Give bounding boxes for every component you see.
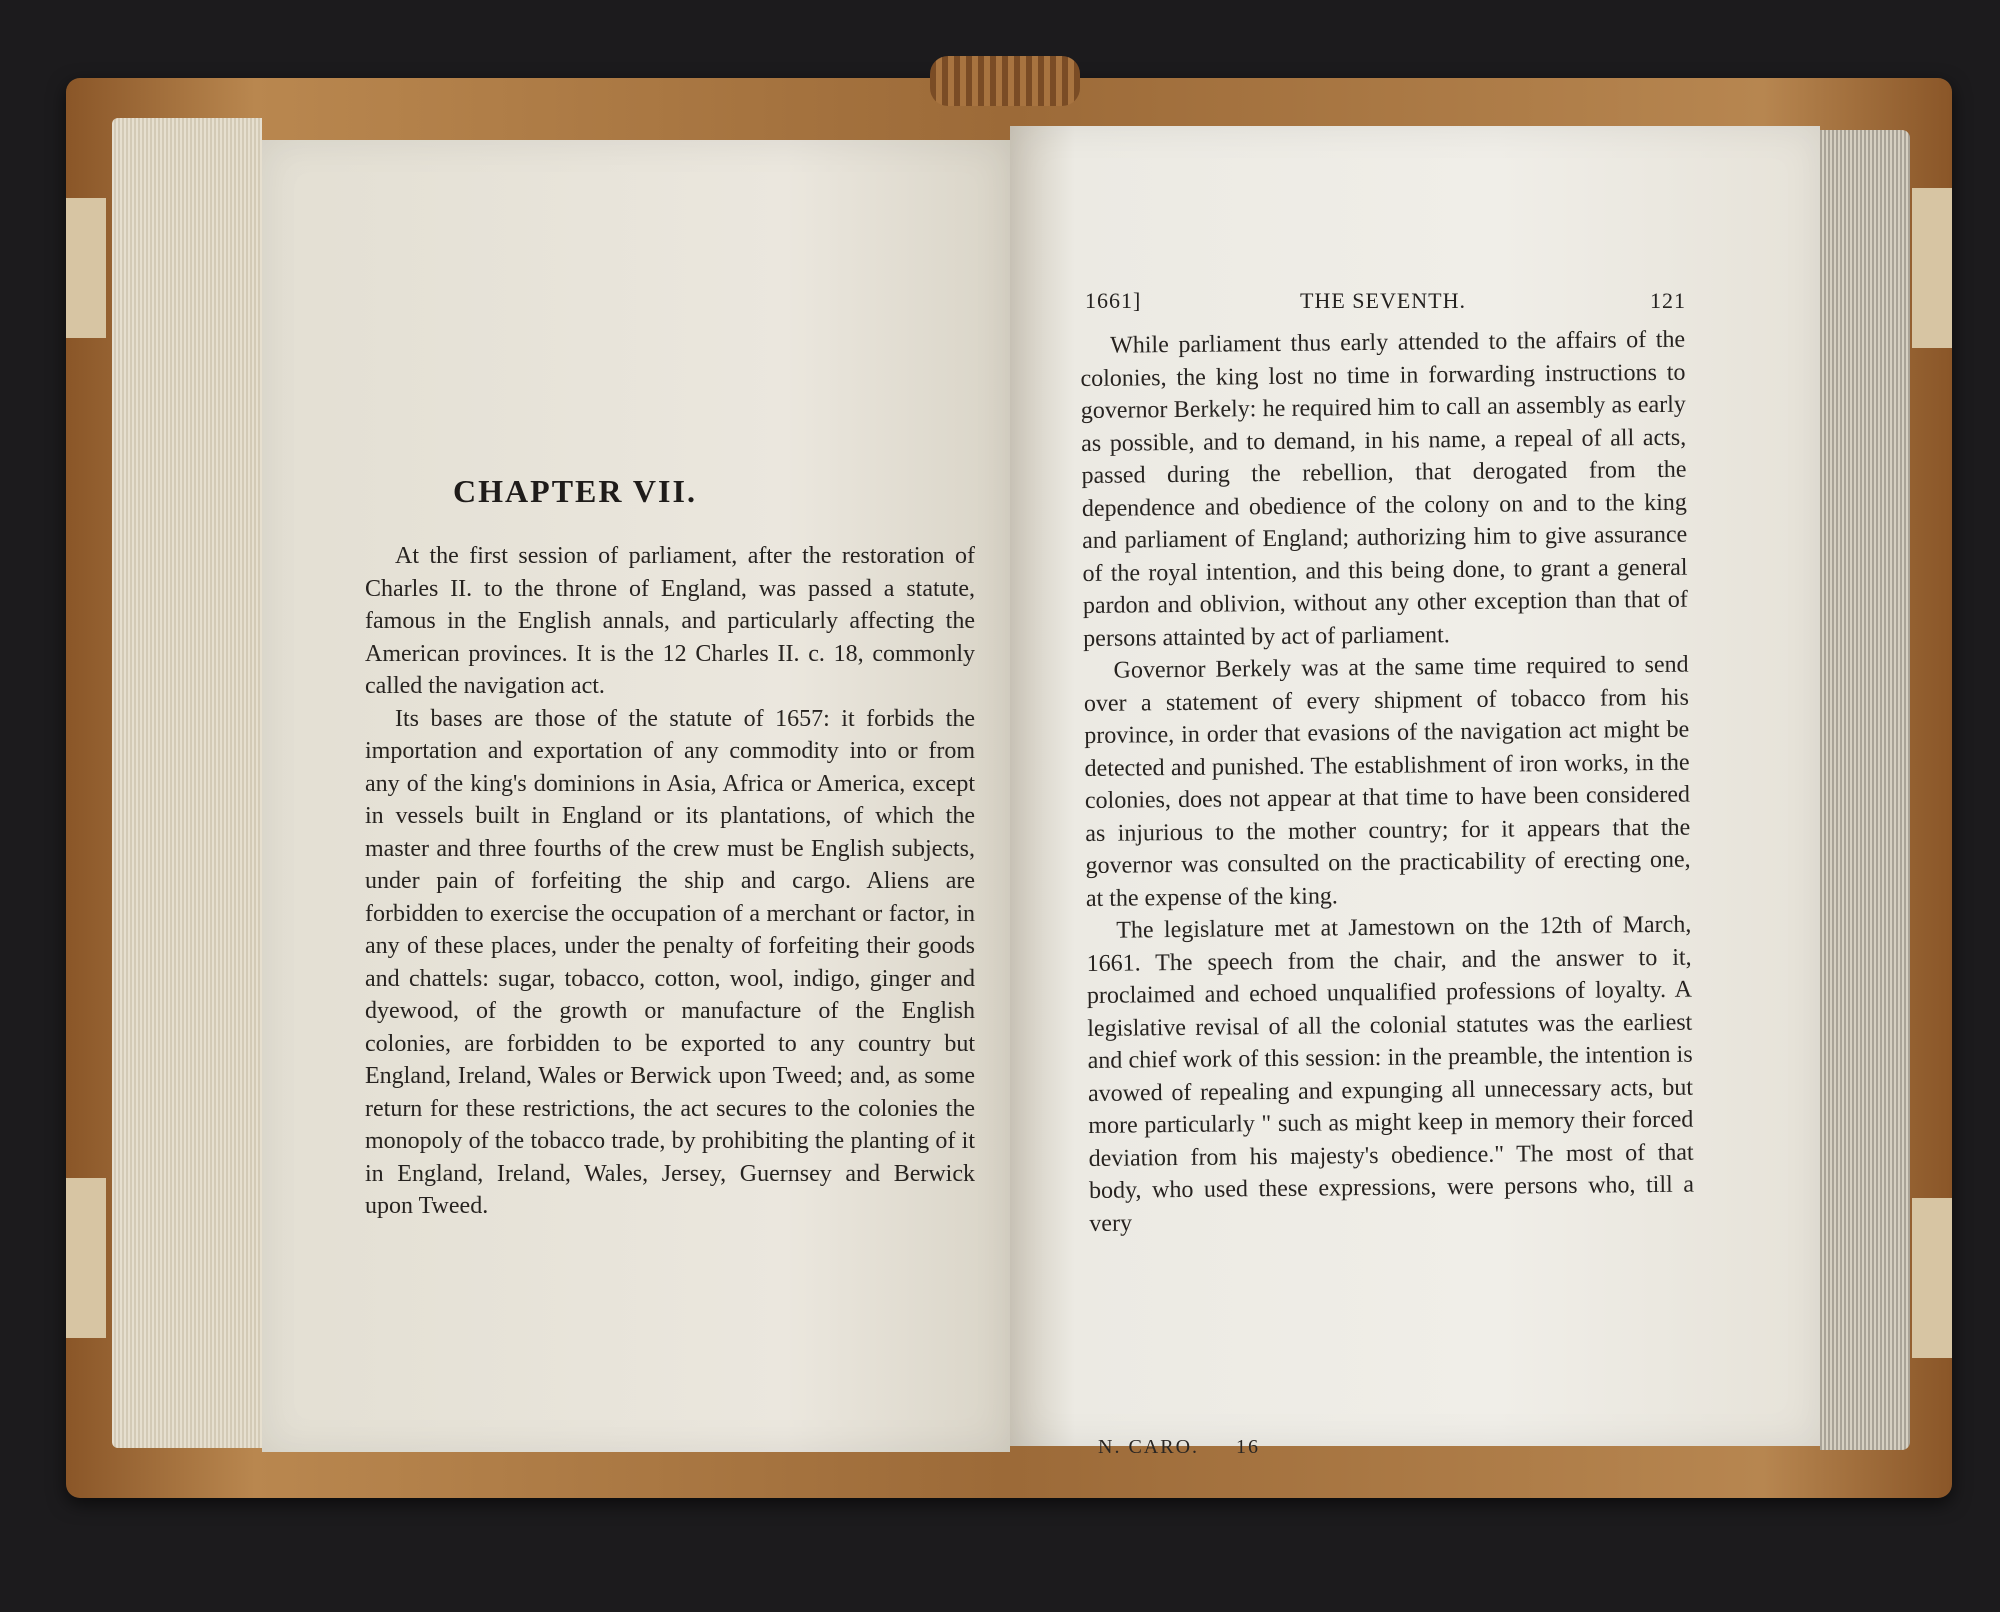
cover-corner-bottom-right: [1912, 1198, 1952, 1358]
left-paragraph: Its bases are those of the statute of 1657: it forbids the importation and exportation of any commodity into or from any of the king's dominions in Asia, Africa or America, except in vessels built in England or its plantations, of which the master and three fourths of the crew must be English subjects, under pain of forfeiting the ship and cargo. Aliens are forbidden to exercise the occupation of a merchant or factor, in any of these places, under the penalty of forfeiting their goods and chattels: sugar, tobacco, cotton, wool, indigo, ginger and dyewood, of the growth or manufacture of the English colonies, are forbidden to be exported to any country but England, Ireland, Wales or Berwick upon Tweed; and, as some return for these restrictions, the act secures to the colonies the monopoly of the tobacco trade, by prohibiting the planting of it in England, Ireland, Wales, Jersey, Guernsey and Berwick upon Tweed.: [365, 705, 975, 1219]
signature-mark: [1098, 1436, 1260, 1459]
left-page-edges: [112, 118, 262, 1448]
right-page-edges: [1820, 130, 1910, 1450]
running-header-year: 1661]: [1085, 288, 1142, 313]
cover-corner-top-right: [1912, 188, 1952, 348]
signature-label: N. CARO.: [1098, 1436, 1200, 1458]
page-number: 121: [1650, 288, 1686, 313]
chapter-title: CHAPTER VII.: [453, 473, 697, 510]
running-header-title: THE SEVENTH.: [1300, 288, 1466, 313]
right-paragraph: The legislature met at Jamestown on the 12th of March, 1661. The speech from the chair, and the answer to it, proclaimed and echoed unqualified professions of loyalty. A legislative revisal of all the colonial statutes was the earliest and chief work of this session: in the preamble, the intention is avowed of repealing and expunging all unnecessary acts, but more particularly " such as might keep in memory their forced deviation from his majesty's obedience." The most of that body, who used these expressions, were persons who, till a very: [1086, 911, 1695, 1237]
signature-number: 16: [1236, 1436, 1261, 1458]
book-spine-headband: [930, 56, 1080, 106]
cover-corner-top-left: [66, 198, 106, 338]
right-page-body: [1080, 324, 1694, 1240]
left-page-body: [365, 540, 975, 1223]
cover-corner-bottom-left: [66, 1178, 106, 1338]
left-paragraph: At the first session of parliament, after the restoration of Charles II. to the throne of England, was passed a statute, famous in the English annals, and particularly affecting the American provinces. It is the 12 Charles II. c. 18, commonly called the navigation act.: [365, 543, 975, 699]
right-paragraph: Governor Berkely was at the same time required to send over a statement of every shipment of tobacco from his province, in order that evasions of the navigation act might be detected and punished. The establishment of iron works, in the colonies, does not appear at that time to have been considered as injurious to the mother country; for it appears that the governor was consulted on the practicability of erecting one, at the expense of the king.: [1083, 651, 1691, 912]
right-paragraph: While parliament thus early attended to the affairs of the colonies, the king lost no time in forwarding instructions to governor Berkely: he required him to call an assembly as early as possible, and to demand, in his name, a repeal of all acts, passed during the rebellion, that derogated from the dependence and obedience of the colony on and to the king and parliament of England; authorizing him to give assurance of the royal intention, and this being done, to grant a general pardon and oblivion, without any other exception than that of persons attainted by act of parliament.: [1080, 326, 1688, 652]
